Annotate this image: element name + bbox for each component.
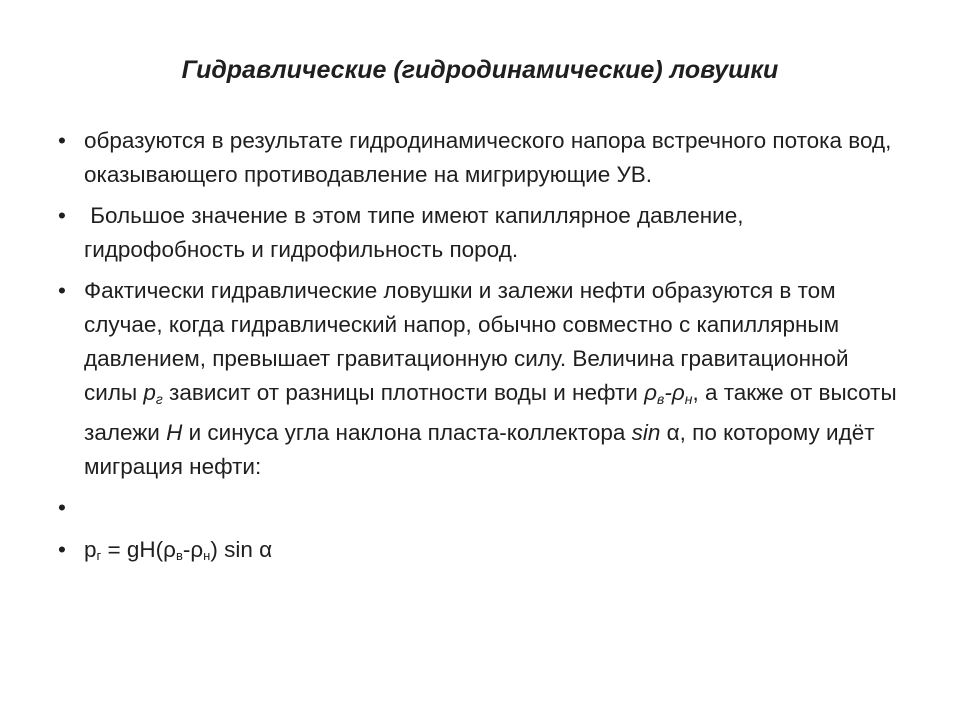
h-symbol: H	[166, 420, 183, 445]
text-part: Фактически гидравлические ловушки и залежи нефти образуются в том случае, когда гидравлический напор, обычно совместно с капиллярным давлением, превышает гравитационную силу. Величина гравитационной силы	[84, 278, 849, 405]
pg-subscript: г	[155, 391, 163, 407]
formula	[84, 537, 272, 562]
formula-minus: -ρ	[182, 537, 204, 562]
bullet-item-1	[58, 124, 898, 192]
bullet-item-empty	[58, 491, 898, 525]
bullet-dot: •	[58, 278, 66, 303]
pg-symbol: p	[143, 380, 156, 405]
bullet-dot: •	[58, 203, 66, 228]
rho-v-symbol: ρ	[644, 380, 658, 405]
bullet-text	[84, 278, 897, 479]
rho-v-subscript: в	[657, 391, 665, 407]
text-part: и синуса угла наклона пласта-коллектора	[182, 420, 632, 445]
sin-symbol: sin	[631, 420, 661, 445]
bullet-item-formula	[58, 533, 898, 573]
bullet-item-2	[58, 199, 898, 267]
text-part: α, по которому идёт миграция нефти:	[84, 420, 875, 479]
rho-n-subscript: н	[684, 391, 693, 407]
bullet-list	[58, 124, 898, 580]
text-part: , а также от высоты залежи	[84, 380, 897, 445]
bullet-dot: •	[58, 495, 66, 520]
bullet-item-3	[58, 274, 898, 484]
formula-p: p	[84, 537, 97, 562]
slide-title: Гидравлические (гидродинамические) ловушки	[181, 56, 779, 84]
formula-rn-subscript: н	[203, 548, 211, 563]
text-part: зависит от разницы плотности воды и нефти	[162, 380, 645, 405]
bullet-text: образуются в результате гидродинамического напора встречного потока вод, оказывающего противодавление на мигрирующие УВ.	[84, 128, 892, 187]
minus-sign: -	[664, 380, 672, 405]
bullet-text: Большое значение в этом типе имеют капиллярное давление, гидрофобность и гидрофильность пород.	[84, 203, 750, 262]
formula-tail: ) sin α	[210, 537, 273, 562]
formula-rv-subscript: в	[175, 548, 183, 563]
rho-n-symbol: ρ	[671, 380, 685, 405]
bullet-dot: •	[58, 128, 66, 153]
formula-p-subscript: г	[96, 548, 102, 563]
bullet-dot: •	[58, 537, 66, 562]
formula-eq: = gH(ρ	[101, 537, 176, 562]
